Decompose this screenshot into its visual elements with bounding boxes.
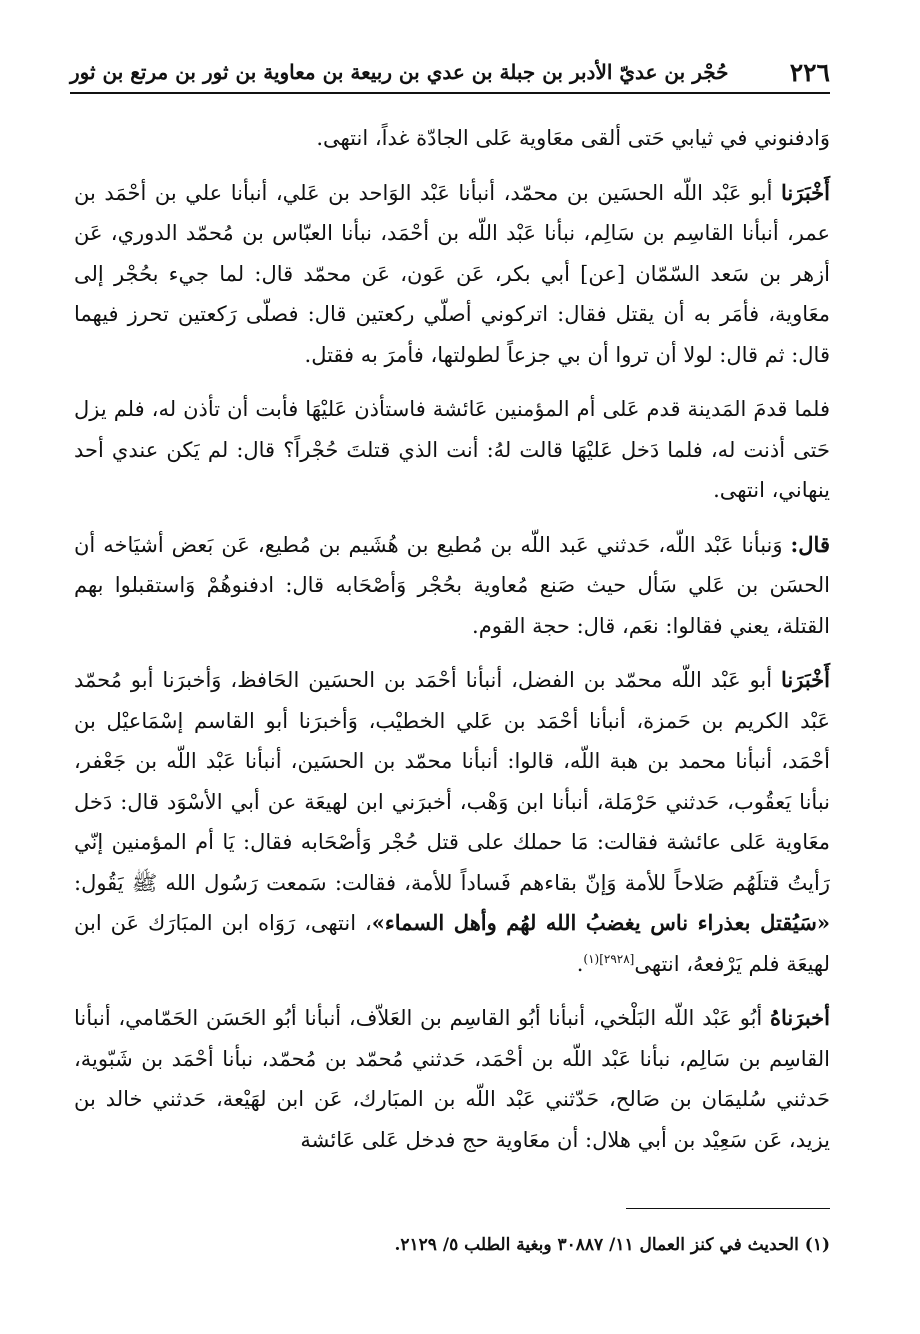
paragraph-5-text: أبو عَبْد اللّه محمّد بن الفضل، أنبأنا أحْمَد بن الحسَين الحَافظ، وَأخبرَنا أبو مُحمّد عَبْد الكريم بن حَمزة، أنبأنا أحْمَد بن عَلي الخطيْب، وَأخبرَنا أبو القاسم إسْمَاعيْل بن أحْمَد، أنبأنا محمد بن هبة اللّه، قالوا: أنبأنا محمّد بن الحسَين، أنبأنا عَبْد اللّه بن جَعْفر، نبأنا يَعقُوب، حَدثني حَرْمَلة، أنبأنا ابن وَهْب، أخبرَني ابن لهيعَة عن أبي الأسْوَد قال: دَخل معَاوية عَلى عائشة فقالت: مَا حملك على قتل حُجْر وَأصْحَابه فقال: يَا أم المؤمنين إنّي رَأيتُ قتلَهُم صَلاحاً للأمة وَإنّ بقاءهم فَساداً للأمة، فقالت: سَمعت رَسُول الله ﷺ يَقُول: — [74, 668, 830, 895]
paragraph-6 — [74, 998, 830, 1160]
paragraph-6-lead: أخبرَناهُ — [769, 1005, 830, 1030]
paragraph-3: فلما قدمَ المَدينة قدم عَلى أم المؤمنين عَائشة فاستأذن عَليْهَا فأبت أن تأذن له، فلم يزل حَتى أذنت له، فلما دَخل عَليْهَا قالت لهُ: أنت الذي قتلتَ حُجْراً؟ قال: لم يَكن عندي أحد ينهاني، انتهى. — [74, 397, 830, 502]
paragraph-6-text: أبُو عَبْد اللّه البَلْخي، أنبأنا أبُو القاسِم بن العَلاّف، أنبأنا أبُو الحَسَن الحَمّامي، أنبأنا القاسِم بن سَالِم، نبأنا عَبْد اللّه بن أحْمَد، حَدثني مُحمّد بن مُحمّد، نبأنا أحْمَد بن شَبّوية، حَدثني سُليمَان بن صَالح، حَدّثني عَبْد اللّه بن المبَارك، عَن ابن لهَيْعة، حَدثني خالد بن يزيد، عَن سَعِيْد بن أبي هلال: أن معَاوية حج فدخل عَلى عَائشة — [74, 1006, 830, 1152]
paragraph-1: وَادفنوني في ثيابي حَتى ألقى معَاوية عَلى الجادّة غداً، انتهى. — [316, 126, 830, 150]
hadith-quote: «سَيُقتل بعذراء ناس يغضبُ الله لهُم وأهل السماء» — [371, 910, 830, 935]
main-text — [74, 118, 830, 1160]
hadith-reference-number: [٢٩٢٨](١) — [583, 951, 635, 966]
paragraph-4-lead: قال: — [790, 531, 830, 557]
paragraph-2 — [74, 173, 830, 376]
running-title: حُجْر بن عديّ الأدبر بن جبلة بن عدي بن ربيعة بن معاوية بن ثور بن مرتع بن ثور — [70, 60, 729, 84]
paragraph-5-tail: ، انتهى، رَوَاه ابن المبَارَك عَن ابن لهيعَة فلم يَرْفعهُ، انتهى — [74, 911, 830, 976]
page-number: ٢٢٦ — [789, 57, 830, 87]
paragraph-2-text: أبو عَبْد اللّه الحسَين بن محمّد، أنبأنا عَبْد الوَاحد بن عَلي، أنبأنا علي بن أحْمَد بن عمر، أنبأنا القاسِم بن سَالِم، نبأنا عَبْد اللّه بن أحْمَد، نبأنا العبّاس بن مُحمّد الدوري، عَن أزهر بن سَعد السّمّان [عن] أبي بكر، عَن عَون، عَن محمّد قال: لما جيء بحُجْر إلى معَاوية، فأمَر به أن يقتل فقال: اتركوني أصلّي ركعتين قال: فصلّى رَكعتين تحرز فيهما قال: ثم قال: لولا أن تروا أن بي جزعاً لطولتها، فأمرَ به فقتل. — [74, 180, 830, 367]
footnote: (١) الحديث في كنز العمال ١١/ ٣٠٨٨٧ وبغية الطلب ٥/ ٢١٢٩. — [394, 1235, 830, 1255]
page-header — [70, 52, 830, 94]
paragraph-2-lead: أَخْبَرَنا — [781, 179, 830, 205]
paragraph-5: أَخْبَرَنا أبو عَبْد اللّه محمّد بن الفضل، أنبأنا أحْمَد بن الحسَين الحَافظ، وَأخبرَنا أبو مُحمّد عَبْد الكريم بن حَمزة، أنبأنا أحْمَد بن عَلي الخطيْب، وَأخبرَنا أبو القاسم إسْمَاعيْل بن أحْمَد، أنبأنا محمد بن هبة اللّه، قالوا: أنبأنا محمّد بن الحسَين، أنبأنا عَبْد اللّه بن جَعْفر، نبأنا يَعقُوب، حَدثني حَرْمَلة، أنبأنا ابن وَهْب، أخبرَني ابن لهيعَة عن أبي الأسْوَد قال: دَخل معَاوية عَلى عائشة فقالت: مَا حملك على قتل حُجْر وَأصْحَابه فقال: يَا أم المؤمنين إنّي رَأيتُ قتلَهُم صَلاحاً للأمة وَإنّ بقاءهم فَساداً للأمة، فقالت: سَمعت رَسُول الله ﷺ يَقُول: «سَيُقتل بعذراء ناس يغضبُ الله لهُم وأهل السماء»، انتهى، رَوَاه ابن المبَارَك عَن ابن لهيعَة فلم يَرْفعهُ، انتهى$^{[٢٩٢٨](١)}$. — [74, 667, 830, 976]
paragraph-4 — [74, 525, 830, 647]
paragraph-5-lead: أَخْبَرَنا — [781, 667, 830, 692]
paragraph-4-text: وَنبأنا عَبْد اللّه، حَدثني عَبد اللّه بن مُطيع بن هُشَيم بن مُطيع، عَن بَعض أشيَاخه أن الحسَن بن عَلي سَأل حيث صَنع مُعاوية بحُجْر وَأصْحَابه قال: ادفنوهُمْ وَاستقبلوا بهم القتلة، يعني فقالوا: نعَم، قال: حجة القوم. — [74, 532, 830, 638]
footnote-divider — [626, 1208, 830, 1209]
